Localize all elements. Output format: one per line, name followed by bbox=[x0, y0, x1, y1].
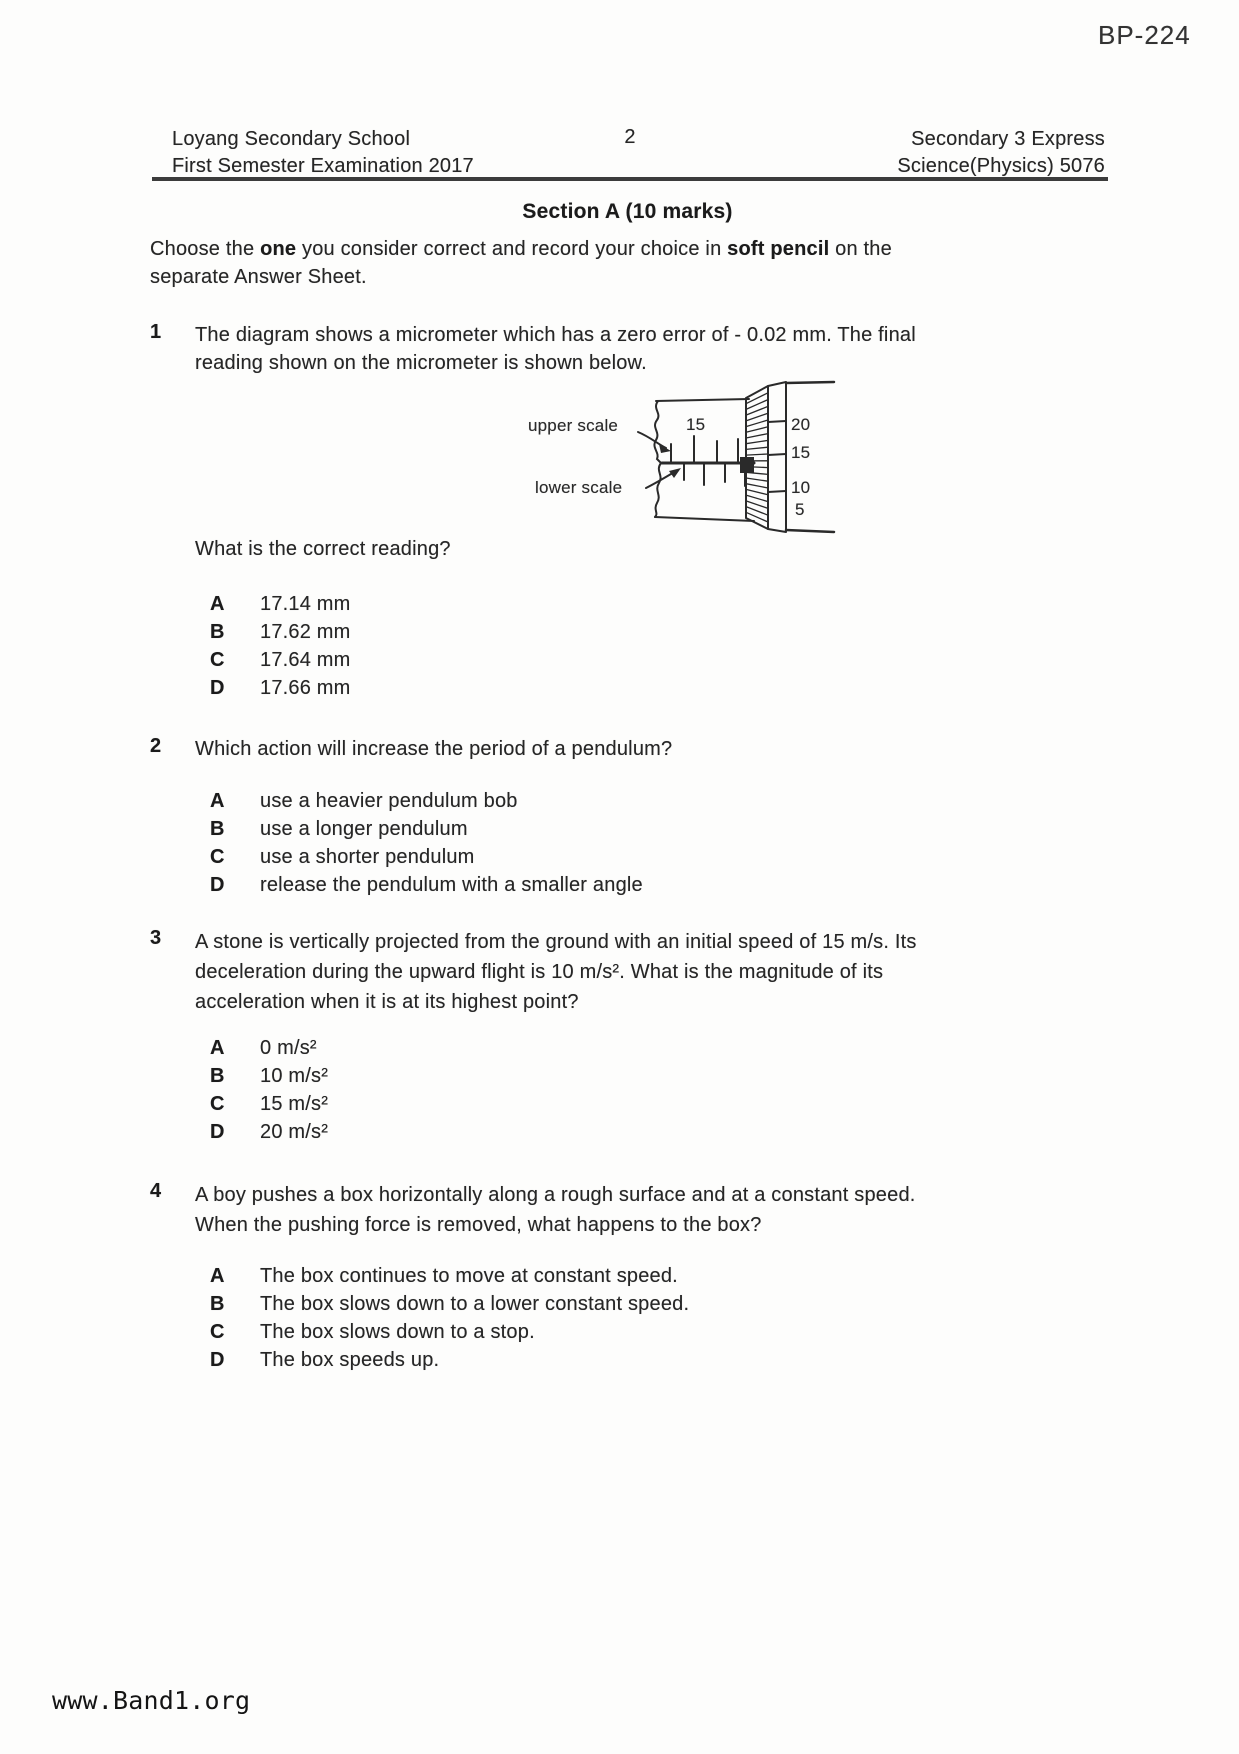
section-title: Section A (10 marks) bbox=[522, 200, 733, 223]
spindle-top-line bbox=[786, 382, 834, 383]
option-letter: A bbox=[210, 1037, 225, 1059]
question-1-number: 1 bbox=[150, 321, 162, 343]
bp-number: BP-224 bbox=[1098, 20, 1191, 50]
option-letter: C bbox=[210, 1321, 225, 1343]
lower-scale-label: lower scale bbox=[535, 478, 623, 497]
option-letter: B bbox=[210, 818, 225, 840]
option-letter: A bbox=[210, 593, 225, 615]
instruction-text: on the bbox=[829, 238, 892, 260]
instruction-bold-one: one bbox=[260, 238, 297, 260]
school-name: Loyang Secondary School bbox=[172, 128, 411, 150]
option-letter: C bbox=[210, 649, 225, 671]
question-4-number: 4 bbox=[150, 1180, 162, 1202]
header-right bbox=[800, 126, 1105, 180]
sleeve-number: 15 bbox=[686, 415, 706, 434]
option-letter: B bbox=[210, 1065, 225, 1087]
sleeve-bottom-edge bbox=[655, 517, 754, 521]
stem-line: acceleration when it is at its highest point? bbox=[195, 991, 579, 1013]
option-text: use a longer pendulum bbox=[260, 818, 468, 840]
question-3-stem bbox=[195, 927, 917, 1017]
option-text: The box continues to move at constant speed. bbox=[260, 1265, 678, 1287]
option-letter: D bbox=[210, 1349, 225, 1371]
option-text: 10 m/s² bbox=[260, 1065, 329, 1087]
question-2-stem bbox=[195, 735, 672, 763]
stem-line: Which action will increase the period of a pendulum? bbox=[195, 738, 673, 760]
instruction-text: you consider correct and record your choice in bbox=[296, 238, 728, 260]
header-rule bbox=[152, 177, 1108, 181]
question-4-stem bbox=[195, 1180, 916, 1240]
lower-scale-ticks bbox=[684, 463, 745, 486]
sleeve-upper-jagged-edge bbox=[654, 401, 661, 463]
stem-line: A boy pushes a box horizontally along a rough surface and at a constant speed. bbox=[195, 1184, 916, 1206]
option-letter: B bbox=[210, 1293, 225, 1315]
option-letter: D bbox=[210, 677, 225, 699]
exam-level: Secondary 3 Express bbox=[911, 128, 1105, 150]
option-text: 15 m/s² bbox=[260, 1093, 329, 1115]
question-2-number: 2 bbox=[150, 735, 162, 757]
option-letter: D bbox=[210, 874, 225, 896]
thimble-number: 20 bbox=[791, 415, 811, 434]
option-text: The box slows down to a lower constant speed. bbox=[260, 1293, 690, 1315]
option-text: 17.14 mm bbox=[260, 593, 351, 615]
upper-scale-arrowhead bbox=[659, 444, 671, 453]
watermark: www.Band1.org bbox=[52, 1686, 251, 1715]
upper-scale-ticks bbox=[671, 436, 738, 463]
option-letter: D bbox=[210, 1121, 225, 1143]
sleeve-lower-jagged-edge bbox=[655, 463, 661, 517]
question-3-number: 3 bbox=[150, 927, 162, 949]
option-text: use a shorter pendulum bbox=[260, 846, 475, 868]
option-text: The box slows down to a stop. bbox=[260, 1321, 535, 1343]
lower-scale-arrowhead bbox=[669, 468, 681, 478]
stem-line: reading shown on the micrometer is shown below. bbox=[195, 352, 647, 374]
instruction-text: Choose the bbox=[150, 238, 261, 260]
option-text: 17.66 mm bbox=[260, 677, 351, 699]
section-instructions-line2: separate Answer Sheet. bbox=[150, 266, 367, 288]
section-instructions bbox=[150, 238, 892, 261]
upper-scale-arrow-line bbox=[638, 432, 666, 448]
option-text: 17.62 mm bbox=[260, 621, 351, 643]
micrometer-diagram bbox=[510, 374, 845, 536]
instruction-bold-soft-pencil: soft pencil bbox=[727, 238, 830, 260]
sleeve-top-edge bbox=[656, 399, 749, 401]
thimble-number: 15 bbox=[791, 443, 811, 462]
option-letter: C bbox=[210, 1093, 225, 1115]
question-1-stem bbox=[195, 321, 916, 377]
stem-line: A stone is vertically projected from the ground with an initial speed of 15 m/s. Its bbox=[195, 931, 917, 953]
thimble-face-edges bbox=[768, 382, 786, 532]
exam-title: First Semester Examination 2017 bbox=[172, 155, 474, 177]
option-letter: B bbox=[210, 621, 225, 643]
option-letter: C bbox=[210, 846, 225, 868]
spindle-bottom-line bbox=[786, 530, 834, 532]
exam-subject: Science(Physics) 5076 bbox=[897, 155, 1105, 177]
option-text: 0 m/s² bbox=[260, 1037, 317, 1059]
option-letter: A bbox=[210, 1265, 225, 1287]
option-text: The box speeds up. bbox=[260, 1349, 440, 1371]
thimble-number: 10 bbox=[791, 478, 811, 497]
stem-line: deceleration during the upward flight is 10 m/s². What is the magnitude of its bbox=[195, 961, 884, 983]
question-1-followup: What is the correct reading? bbox=[195, 538, 451, 560]
option-text: 17.64 mm bbox=[260, 649, 351, 671]
option-text: release the pendulum with a smaller angle bbox=[260, 874, 643, 896]
upper-scale-label: upper scale bbox=[528, 416, 619, 435]
stem-line: When the pushing force is removed, what happens to the box? bbox=[195, 1214, 762, 1236]
page-number: 2 bbox=[624, 126, 636, 148]
option-letter: A bbox=[210, 790, 225, 812]
thimble-graduation-lines bbox=[768, 421, 786, 492]
thimble-number: 5 bbox=[795, 500, 805, 519]
datum-contact-mark bbox=[740, 457, 754, 473]
stem-line: The diagram shows a micrometer which has a zero error of - 0.02 mm. The final bbox=[195, 324, 916, 346]
option-text: 20 m/s² bbox=[260, 1121, 329, 1143]
header-left bbox=[172, 126, 474, 180]
option-text: use a heavier pendulum bob bbox=[260, 790, 518, 812]
